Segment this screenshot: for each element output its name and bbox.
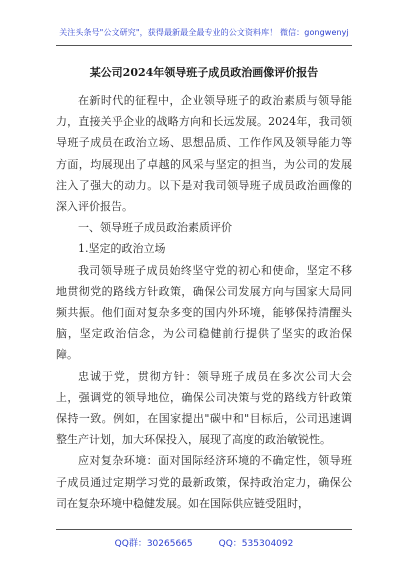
footer-divider [56,529,352,530]
document-title: 某公司2024年领导班子成员政治画像评价报告 [89,66,319,79]
document-body [56,90,352,514]
footer-contact [0,536,408,549]
subsection-heading: 1.坚定的政治立场 [78,242,166,256]
qq-number-text: QQ：535304092 [218,539,294,549]
body-paragraph: 我司领导班子成员始终坚守党的初心和使命，坚定不移地贯彻党的路线方针政策，确保公司发展方向与国家大局同频共振。他们面对复杂多变的国内外环境，能够保持清醒头脑，坚定政治信念，为公司稳健前行提供了坚实的政治保障。 [56,263,352,362]
body-paragraph: 应对复杂环境：面对国际经济环境的不确定性，领导班子成员通过定期学习党的最新政策，保持政治定力，确保公司在复杂环境中稳健发展。如在国际供应链受阻时， [56,454,352,510]
intro-paragraph: 在新时代的征程中，企业领导班子的政治素质与领导能力，直接关乎企业的战略方向和长远发展。2024年，我司领导班子成员在政治立场、思想品质、工作作风及领导能力等方面，均展现出了卓越的风采与坚定的担当，为公司的发展注入了强大的动力。以下是对我司领导班子成员政治画像的深入评价报告。 [56,94,352,214]
qq-group-text: QQ群：30265665 [114,539,193,549]
body-paragraph: 忠诚于党，贯彻方针：领导班子成员在多次公司大会上，强调党的领导地位，确保公司决策与党的路线方针政策保持一致。例如，在国家提出"碳中和"目标后，公司迅速调整生产计划，加大环保投入，展现了高度的政治敏锐性。 [56,369,352,447]
header-divider [56,45,352,46]
header-banner: 关注头条号"公文研究"，获得最新最全最专业的公文资料库！ 微信：gongwenyj [59,28,349,37]
section-heading: 一、领导班子成员政治素质评价 [78,221,232,235]
